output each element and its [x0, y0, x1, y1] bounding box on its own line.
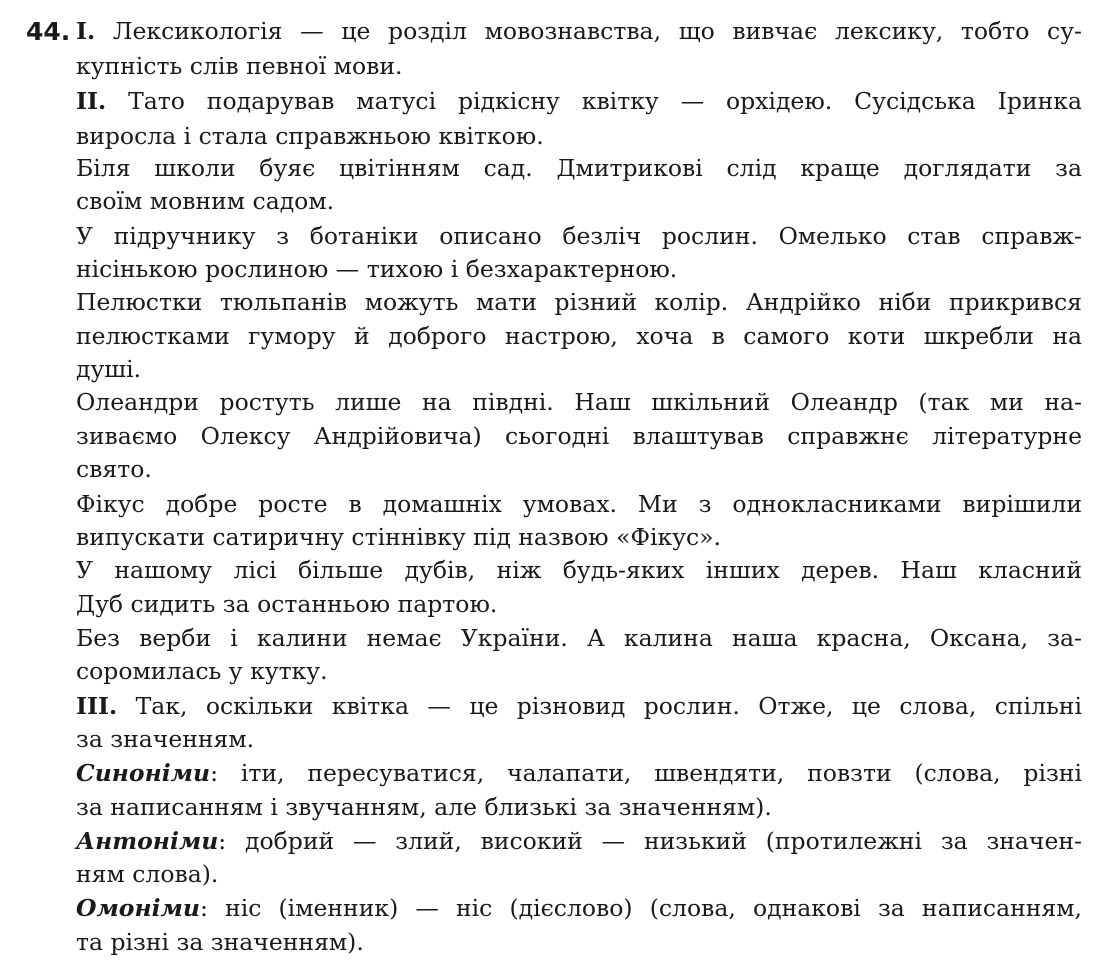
- text-line: Пелюстки тюльпанів можуть мати різний колір. Андрійко ніби прикрився: [76, 288, 1082, 316]
- text-line: Дуб сидить за останньою партою.: [76, 590, 498, 618]
- text-line: зиваємо Олексу Андрійовича) сьогодні влаштував справжнє літературне: [76, 422, 1082, 450]
- line-text: іти, пересуватися, чалапати, швендяти, повзти (слова, різні: [240, 759, 1082, 787]
- text-line: за написанням і звучанням, але близькі за значенням).: [76, 793, 772, 821]
- text-line: У підручнику з ботаніки описано безліч рослин. Омелько став справж-: [76, 222, 1082, 250]
- text-line: душі.: [76, 355, 142, 383]
- text-line: Біля школи буяє цвітінням сад. Дмитрикові слід краще доглядати за: [76, 154, 1082, 182]
- text-line: [76, 14, 1082, 49]
- text-line: [76, 891, 1082, 926]
- text-line: та різні за значенням).: [76, 928, 364, 956]
- section-marker-3: III.: [76, 692, 118, 720]
- text-line: пелюстками гумору й доброго настрою, хоча в самого коти шкребли на: [76, 322, 1082, 350]
- term-homonyms: Омоніми: [76, 894, 200, 922]
- text-line: нісінькою рослиною — тихою і безхарактерною.: [76, 255, 678, 283]
- text-line: виросла і стала справжньою квіткою.: [76, 122, 544, 150]
- term-colon: :: [210, 759, 219, 787]
- text-line: [76, 756, 1082, 791]
- section-marker-2: II.: [76, 87, 107, 115]
- line-text: Так, оскільки квітка — це різновид рослин. Отже, це слова, спільні: [135, 692, 1082, 720]
- text-line: купність слів певної мови.: [76, 52, 403, 80]
- text-line: [76, 824, 1082, 859]
- text-line: своїм мовним садом.: [76, 187, 335, 215]
- line-text: добрий — злий, високий — низький (протилежні за значен-: [245, 827, 1082, 855]
- exercise-number: 44.: [26, 17, 71, 46]
- text-line: Фікус добре росте в домашніх умовах. Ми з однокласниками вирішили: [76, 490, 1082, 518]
- text-line: за значенням.: [76, 725, 255, 753]
- text-line: [76, 689, 1082, 724]
- text-line: Без верби і калини немає України. А калина наша красна, Оксана, за-: [76, 624, 1082, 652]
- text-line: ням слова).: [76, 860, 219, 888]
- text-line: соромилась у кутку.: [76, 657, 328, 685]
- term-antonyms: Антоніми: [76, 827, 219, 855]
- term-synonyms: Синоніми: [76, 759, 211, 787]
- line-text: ніс (іменник) — ніс (дієслово) (слова, однакові за написанням,: [225, 894, 1082, 922]
- text-line: [76, 84, 1082, 119]
- text-line: Олеандри ростуть лише на півдні. Наш шкільний Олеандр (так ми на-: [76, 388, 1082, 416]
- text-line: свято.: [76, 455, 152, 483]
- section-marker-1: I.: [76, 17, 96, 45]
- text-line: випускати сатиричну стіннівку під назвою «Фікус».: [76, 523, 721, 551]
- line-text: Лексикологія — це розділ мовознавства, що вивчає лексику, тобто су-: [112, 17, 1082, 45]
- text-line: У нашому лісі більше дубів, ніж будь-яких інших дерев. Наш класний: [76, 556, 1082, 584]
- term-colon: :: [199, 894, 208, 922]
- term-colon: :: [218, 827, 227, 855]
- line-text: Тато подарував матусі рідкісну квітку — орхідею. Сусідська Іринка: [128, 87, 1082, 115]
